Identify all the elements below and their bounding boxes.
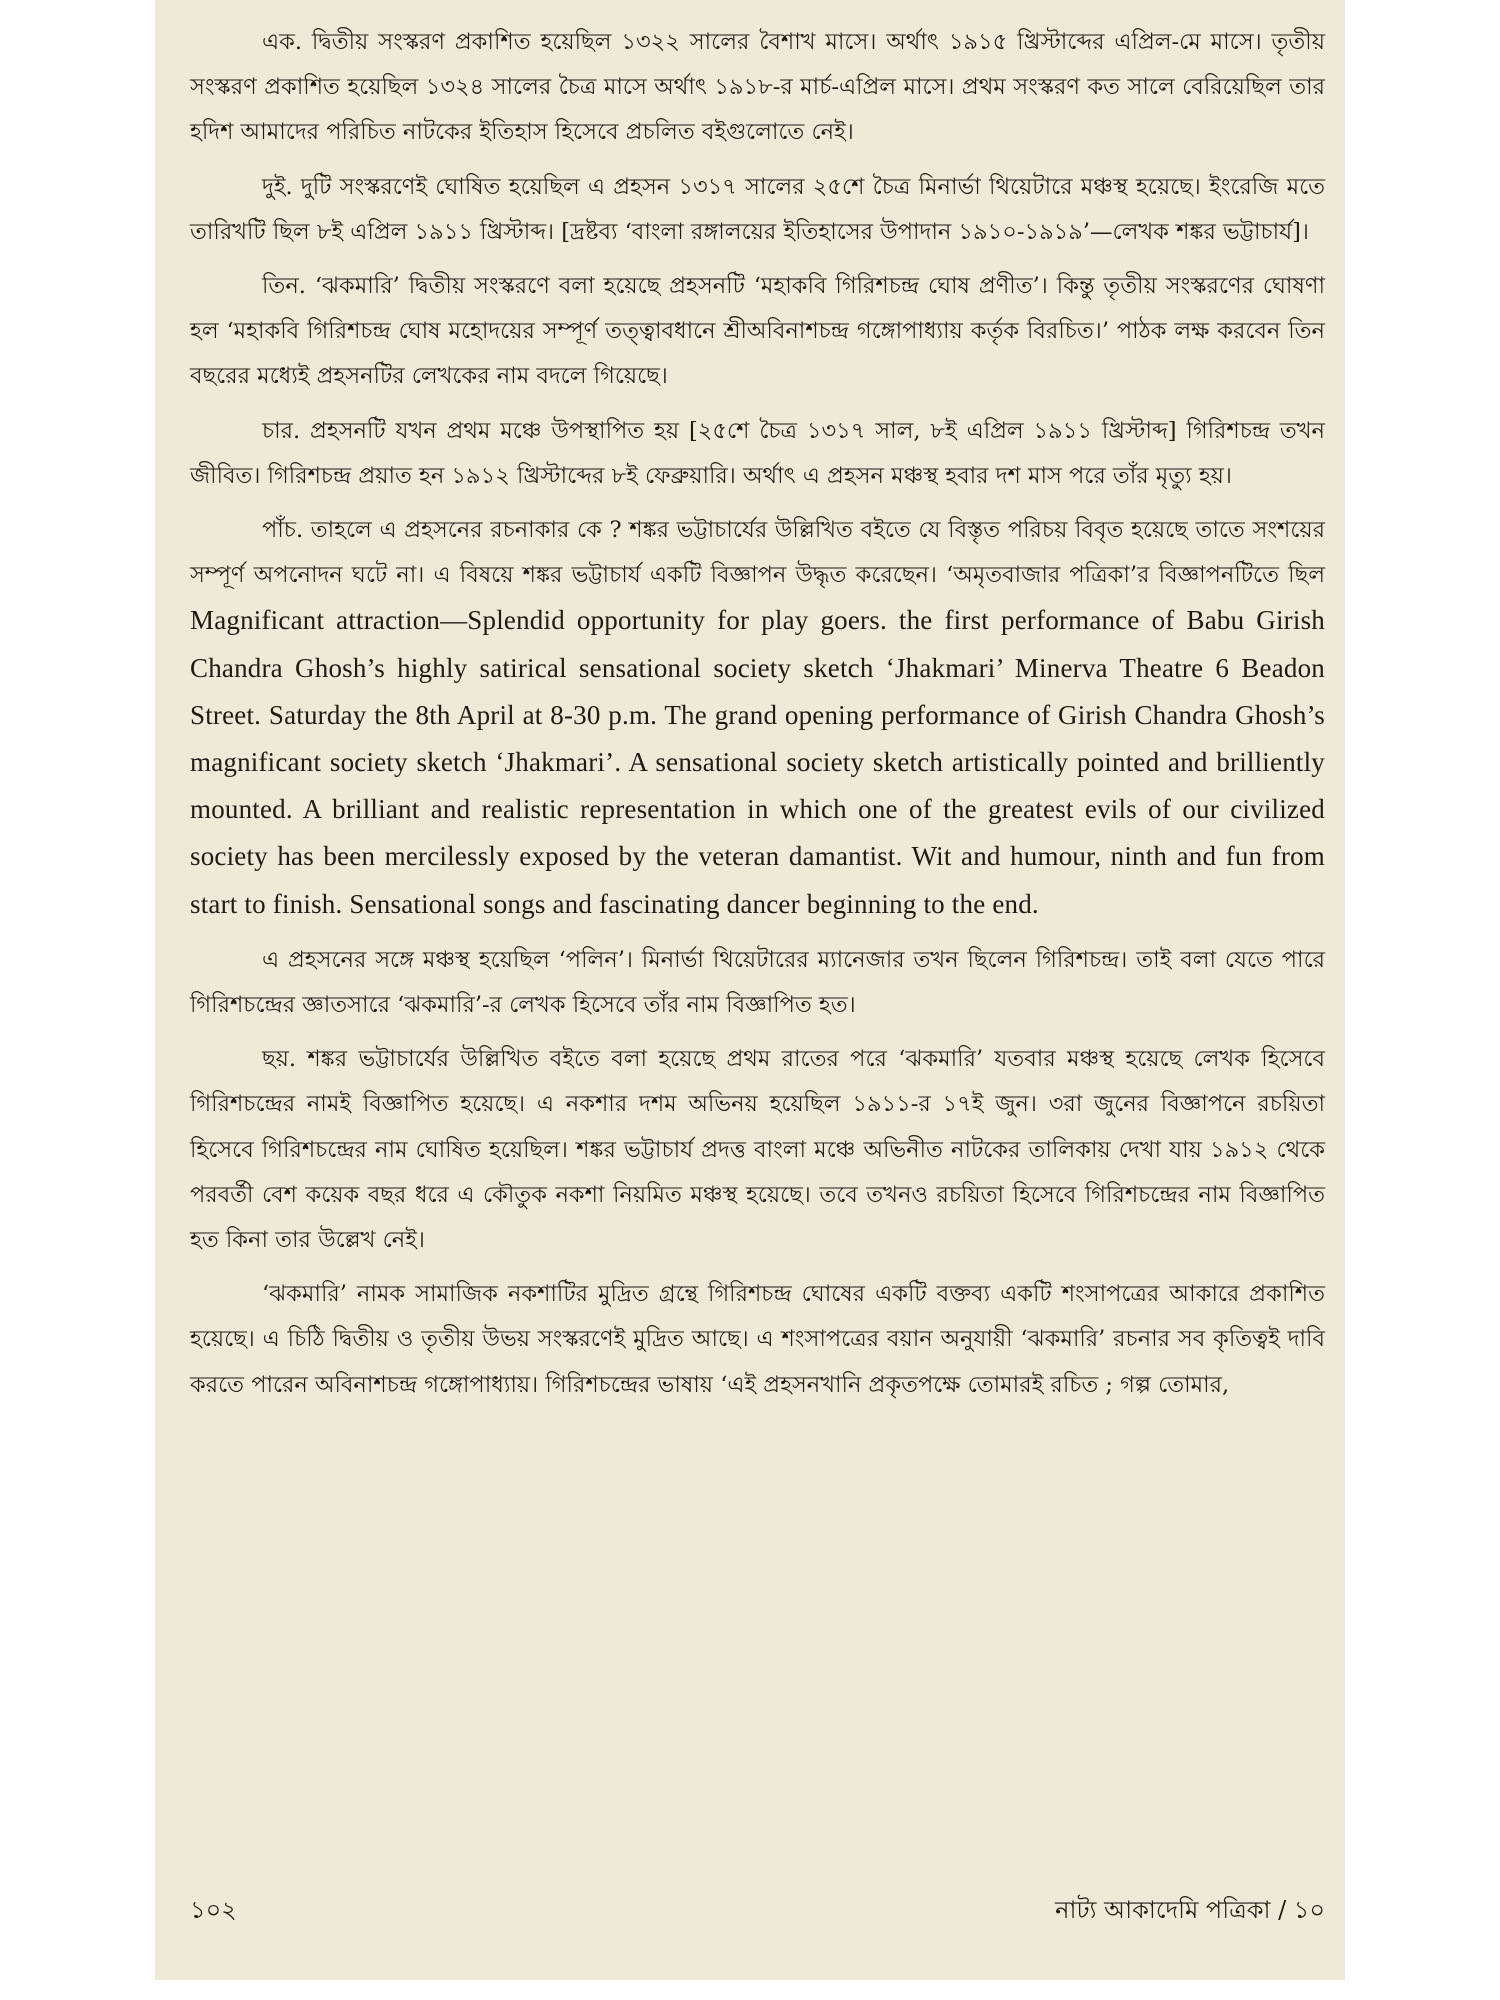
english-advertisement-quote: Magnificant attraction—Splendid opportunity for play goers. the first performance of Babu Girish Chandra Ghosh’s highly satirical sensational society sketch ‘Jhakmari’ Minerva Theatre 6 Beadon Street. Saturday the 8th April at 8-30 p.m. The grand opening performance of Girish Chandra Ghosh’s magnificant society sketch ‘Jhakmari’. A sensational society sketch artistically pointed and brilliently mounted. A brilliant and realistic representation in which one of the greatest evils of our civilized society has been mercilessly exposed by the veteran damantist. Wit and humour, ninth and fun from start to finish. Sensational songs and fascinating dancer beginning to the end. <box>190 605 1325 919</box>
paragraph-four: চার. প্রহসনটি যখন প্রথম মঞ্চে উপস্থাপিত হয় [২৫শে চৈত্র ১৩১৭ সাল, ৮ই এপ্রিল ১৯১১ খ্রিস্টাব্দ] গিরিশচন্দ্র তখন জীবিত। গিরিশচন্দ্র প্রয়াত হন ১৯১২ খ্রিস্টাব্দের ৮ই ফেব্রুয়ারি। অর্থাৎ এ প্রহসন মঞ্চস্থ হবার দশ মাস পরে তাঁর মৃত্যু হয়। <box>190 417 1325 489</box>
paragraph-pollin: এ প্রহসনের সঙ্গে মঞ্চস্থ হয়েছিল ‘পলিন’। মিনার্ভা থিয়েটারের ম্যানেজার তখন ছিলেন গিরিশচন্দ্র। তাই বলা যেতে পারে গিরিশচন্দ্রের জ্ঞাতসারে ‘ঝকমারি’-র লেখক হিসেবে তাঁর নাম বিজ্ঞাপিত হত। <box>190 946 1325 1019</box>
paragraph-one: এক. দ্বিতীয় সংস্করণ প্রকাশিত হয়েছিল ১৩২২ সালের বৈশাখ মাসে। অর্থাৎ ১৯১৫ খ্রিস্টাব্দের এপ্রিল-মে মাসে। তৃতীয় সংস্করণ প্রকাশিত হয়েছিল ১৩২৪ সালের চৈত্র মাসে অর্থাৎ ১৯১৮-র মার্চ-এপ্রিল মাসে। প্রথম সংস্করণ কত সালে বেরিয়েছিল তার হদিশ আমাদের পরিচিত নাটকের ইতিহাস হিসেবে প্রচলিত বইগুলোতে নেই। <box>190 29 1325 146</box>
page-number: ১০২ <box>190 1896 237 1924</box>
paragraph-six: ছয়. শঙ্কর ভট্টাচার্যের উল্লিখিত বইতে বলা হয়েছে প্রথম রাতের পরে ‘ঝকমারি’ যতবার মঞ্চস্থ হয়েছে লেখক হিসেবে গিরিশচন্দ্রের নামই বিজ্ঞাপিত হয়েছে। এ নকশার দশম অভিনয় হয়েছিল ১৯১১-র ১৭ই জুন। ৩রা জুনের বিজ্ঞাপনে রচয়িতা হিসেবে গিরিশচন্দ্রের নাম ঘোষিত হয়েছিল। শঙ্কর ভট্টাচার্য প্রদত্ত বাংলা মঞ্চে অভিনীত নাটকের তালিকায় দেখা যায় ১৯১২ থেকে পরবর্তী বেশ কয়েক বছর ধরে এ কৌতুক নকশা নিয়মিত মঞ্চস্থ হয়েছে। তবে তখনও রচয়িতা হিসেবে গিরিশচন্দ্রের নাম বিজ্ঞাপিত হত কিনা তার উল্লেখ নেই। <box>190 1046 1325 1254</box>
paragraph-five <box>190 508 1325 929</box>
paragraph-certificate: ‘ঝকমারি’ নামক সামাজিক নকশাটির মুদ্রিত গ্রন্থে গিরিশচন্দ্র ঘোষের একটি বক্তব্য একটি শংসাপত্রের আকারে প্রকাশিত হয়েছে। এ চিঠি দ্বিতীয় ও তৃতীয় উভয় সংস্করণেই মুদ্রিত আছে। এ শংসাপত্রের বয়ান অনুযায়ী ‘ঝকমারি’ রচনার সব কৃতিত্বই দাবি করতে পারেন অবিনাশচন্দ্র গঙ্গোপাধ্যায়। গিরিশচন্দ্রের ভাষায় ‘এই প্রহসনখানি প্রকৃতপক্ষে তোমারই রচিত ; গল্প তোমার, <box>190 1281 1325 1398</box>
paragraph-five-bengali: পাঁচ. তাহলে এ প্রহসনের রচনাকার কে ? শঙ্কর ভট্টাচার্যের উল্লিখিত বইতে যে বিস্তৃত পরিচয় বিবৃত হয়েছে তাতে সংশয়ের সম্পূর্ণ অপনোদন ঘটে না। এ বিষয়ে শঙ্কর ভট্টাচার্য একটি বিজ্ঞাপন উদ্ধৃত করেছেন। ‘অমৃতবাজার পত্রিকা’র বিজ্ঞাপনটিতে ছিল <box>190 517 1325 589</box>
paragraph-two: দুই. দুটি সংস্করণেই ঘোষিত হয়েছিল এ প্রহসন ১৩১৭ সালের ২৫শে চৈত্র মিনার্ভা থিয়েটারে মঞ্চস্থ হয়েছে। ইংরেজি মতে তারিখটি ছিল ৮ই এপ্রিল ১৯১১ খ্রিস্টাব্দ। [দ্রষ্টব্য ‘বাংলা রঙ্গালয়ের ইতিহাসের উপাদান ১৯১০-১৯১৯’—লেখক শঙ্কর ভট্টাচার্য]। <box>190 173 1325 245</box>
body-text <box>190 20 1325 1417</box>
paragraph-three: তিন. ‘ঝকমারি’ দ্বিতীয় সংস্করণে বলা হয়েছে প্রহসনটি ‘মহাকবি গিরিশচন্দ্র ঘোষ প্রণীত’। কিন্তু তৃতীয় সংস্করণের ঘোষণা হল ‘মহাকবি গিরিশচন্দ্র ঘোষ মহোদয়ের সম্পূর্ণ তত্ত্বাবধানে শ্রীঅবিনাশচন্দ্র গঙ্গোপাধ্যায় কর্তৃক বিরচিত।’ পাঠক লক্ষ করবেন তিন বছরের মধ্যেই প্রহসনটির লেখকের নাম বদলে গিয়েছে। <box>190 273 1325 390</box>
journal-name: নাট্য আকাদেমি পত্রিকা / ১০ <box>1055 1896 1325 1924</box>
